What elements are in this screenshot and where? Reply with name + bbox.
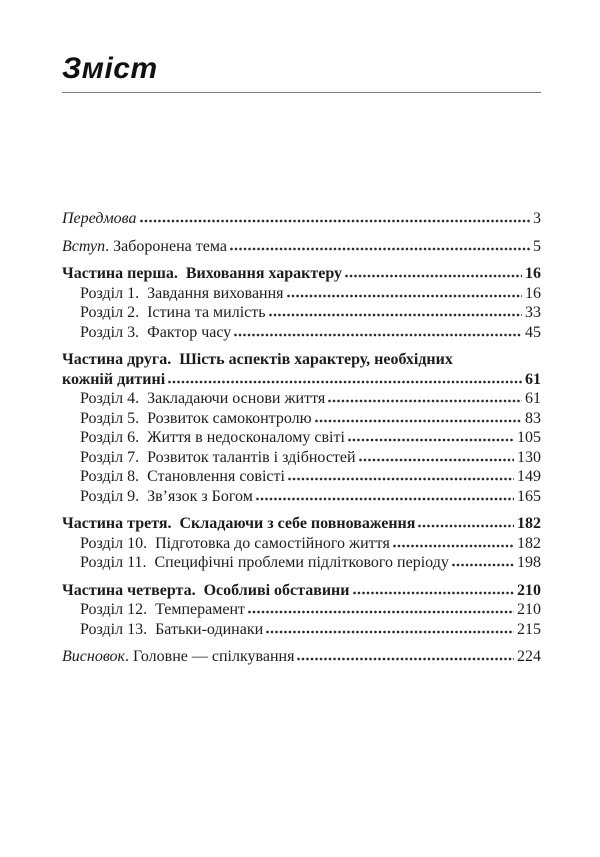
- dot-leader: [297, 657, 514, 661]
- toc-entry-chapter-13: [62, 620, 541, 640]
- entry-text: Розділ 10. Підготовка до самостійного життя: [80, 534, 390, 552]
- dot-leader: [345, 274, 522, 278]
- toc-entry-part-2-line2: [62, 370, 541, 390]
- entry-text: Розділ 2. Істина та милість: [80, 304, 266, 321]
- title-rule: [62, 92, 541, 93]
- entry-text: кожній дитині: [62, 370, 166, 388]
- entry-page-number: 210: [517, 581, 541, 599]
- dot-leader: [393, 544, 514, 548]
- toc-entry-chapter-9: [62, 487, 541, 507]
- entry-text: Розділ 13. Батьки-одинаки: [80, 620, 264, 638]
- entry-page-number: 3: [533, 210, 541, 227]
- page-title: Зміст: [62, 52, 158, 85]
- entry-text: Розділ 6. Життя в недосконалому світі: [80, 429, 345, 446]
- dot-leader: [248, 610, 514, 614]
- toc-entry-chapter-11: [62, 553, 541, 573]
- toc-entry-chapter-4: [62, 389, 541, 409]
- toc-list: [62, 209, 541, 667]
- toc-entry-vstup: [62, 237, 541, 257]
- toc-entry-part-2-line1: [62, 350, 541, 370]
- toc-entry-chapter-7: [62, 448, 541, 468]
- toc-entry-chapter-1: [62, 284, 541, 304]
- dot-leader: [269, 313, 522, 317]
- toc-entry-chapter-12: [62, 600, 541, 620]
- dot-leader: [452, 563, 514, 567]
- entry-lead: Висновок: [62, 648, 126, 665]
- dot-leader: [359, 458, 514, 462]
- entry-text: Розділ 8. Становлення совісті: [80, 468, 285, 485]
- toc-entry-peredmova: [62, 209, 541, 229]
- toc-entry-part-4: [62, 581, 541, 601]
- entry-page-number: 224: [517, 648, 541, 665]
- entry-page-number: 16: [525, 265, 541, 282]
- entry-page-number: 149: [517, 468, 541, 485]
- entry-page-number: 182: [517, 515, 541, 532]
- toc-entry-chapter-3: [62, 323, 541, 343]
- toc-entry-chapter-8: [62, 467, 541, 487]
- entry-text: Частина перша. Виховання характеру: [62, 265, 343, 282]
- entry-page-number: 33: [525, 304, 541, 321]
- entry-text: Частина третя. Складаючи з себе повноваження: [62, 515, 416, 532]
- entry-lead: Передмова: [62, 210, 137, 227]
- entry-text: . Заборонена тема: [105, 237, 227, 255]
- entry-page-number: 182: [517, 534, 541, 552]
- entry-text: Розділ 1. Завдання виховання: [80, 284, 284, 302]
- entry-page-number: 61: [525, 390, 541, 407]
- dot-leader: [348, 438, 514, 442]
- dot-leader: [287, 294, 522, 298]
- dot-leader: [266, 630, 514, 634]
- toc-entry-part-3: [62, 514, 541, 534]
- entry-text: Розділ 7. Розвиток талантів і здібностей: [80, 448, 356, 466]
- entry-lead: Вступ: [62, 237, 106, 255]
- dot-leader: [288, 477, 514, 481]
- entry-text: Частина четверта. Особливі обставини: [62, 581, 350, 599]
- toc-entry-part-1: [62, 264, 541, 284]
- toc-entry-vysnovok: [62, 647, 541, 667]
- entry-text: . Головне — спілкування: [125, 648, 295, 665]
- dot-leader: [353, 591, 515, 595]
- dot-leader: [328, 399, 522, 403]
- entry-text: Частина друга. Шість аспектів характеру, необхідних: [62, 351, 453, 368]
- dot-leader: [315, 419, 522, 423]
- entry-page-number: 105: [517, 429, 541, 446]
- toc-entry-chapter-2: [62, 303, 541, 323]
- entry-text: Розділ 12. Темперамент: [80, 601, 246, 618]
- toc-entry-chapter-10: [62, 534, 541, 554]
- entry-page-number: 210: [517, 601, 541, 618]
- dot-leader: [230, 247, 530, 251]
- entry-page-number: 5: [533, 237, 541, 255]
- entry-page-number: 45: [525, 323, 541, 341]
- entry-page-number: 61: [525, 370, 541, 388]
- entry-page-number: 83: [525, 409, 541, 427]
- entry-page-number: 16: [525, 284, 541, 302]
- entry-page-number: 198: [517, 554, 541, 571]
- dot-leader: [256, 497, 514, 501]
- entry-page-number: 130: [517, 448, 541, 466]
- entry-text: Розділ 4. Закладаючи основи життя: [80, 390, 326, 407]
- dot-leader: [168, 380, 522, 384]
- entry-page-number: 215: [517, 620, 541, 638]
- entry-page-number: 165: [517, 487, 541, 505]
- dot-leader: [234, 333, 522, 337]
- entry-text: Розділ 3. Фактор часу: [80, 323, 232, 341]
- toc-entry-chapter-6: [62, 428, 541, 448]
- entry-text: Розділ 11. Специфічні проблеми підліткового періоду: [80, 554, 449, 571]
- dot-leader: [140, 219, 531, 223]
- dot-leader: [418, 524, 514, 528]
- entry-text: Розділ 5. Розвиток самоконтролю: [80, 409, 312, 427]
- entry-text: Розділ 9. Зв’язок з Богом: [80, 487, 253, 505]
- toc-entry-chapter-5: [62, 409, 541, 429]
